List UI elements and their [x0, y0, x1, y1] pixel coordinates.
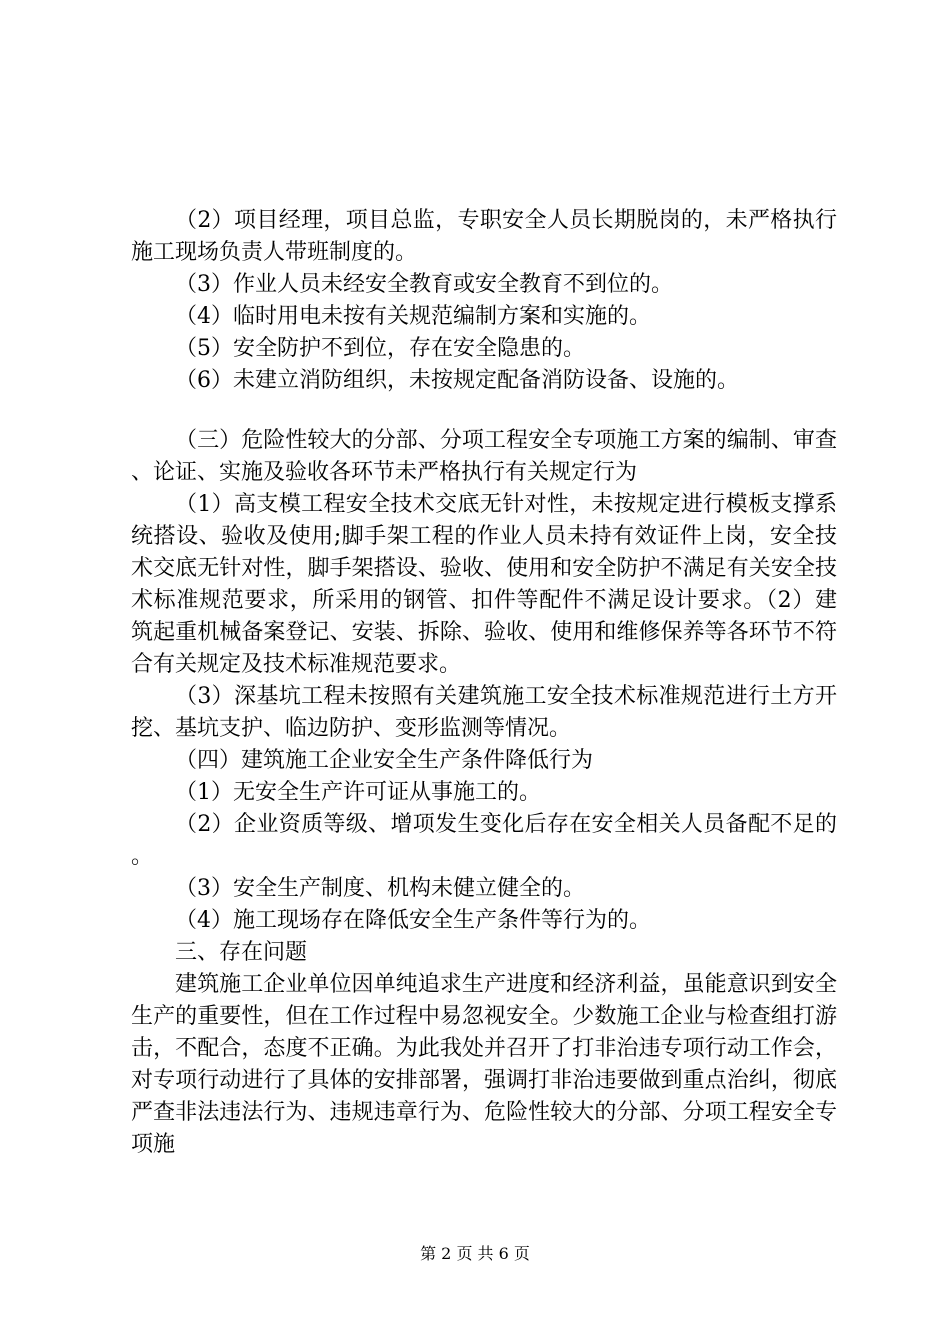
section-heading-3: （三）危险性较大的分部、分项工程安全专项施工方案的编制、审查、论证、实施及验收各环节未严格执行有关规定行为	[131, 428, 837, 485]
paragraph-item-2: （2）项目经理，项目总监，专职安全人员长期脱岗的，未严格执行施工现场负责人带班制度的。	[131, 208, 837, 265]
paragraph-problems-body: 建筑施工企业单位因单纯追求生产进度和经济利益，虽能意识到安全生产的重要性，但在工作过程中易忽视安全。少数施工企业与检查组打游击，不配合，态度不正确。为此我处并召开了打非治违专项行动工作会，对专项行动进行了具体的安排部署，强调打非治违要做到重点治纠，彻底严查非法违法行为、违规违章行为、危险性较大的分部、分项工程安全专项施	[131, 972, 837, 1157]
paragraph-section4-item-4: （4）施工现场存在降低安全生产条件等行为的。	[175, 908, 651, 933]
section-heading-problems: 三、存在问题	[175, 940, 308, 965]
paragraph-section4-item-3: （3）安全生产制度、机构未健立健全的。	[175, 876, 585, 901]
paragraph-section4-item-1: （1）无安全生产许可证从事施工的。	[175, 780, 541, 805]
paragraph-item-4: （4）临时用电未按有关规范编制方案和实施的。	[175, 304, 651, 329]
paragraph-section4-item-2: （2）企业资质等级、增项发生变化后存在安全相关人员备配不足的。	[131, 812, 837, 869]
section-heading-4: （四）建筑施工企业安全生产条件降低行为	[175, 748, 594, 773]
paragraph-section3-item-3: （3）深基坑工程未按照有关建筑施工安全技术标准规范进行土方开挖、基坑支护、临边防护、变形监测等情况。	[131, 684, 837, 741]
paragraph-section3-item-1-2: （1）高支模工程安全技术交底无针对性，未按规定进行模板支撑系统搭设、验收及使用;脚手架工程的作业人员未持有效证件上岗，安全技术交底无针对性，脚手架搭设、验收、使用和安全防护不满足有关安全技术标准规范要求，所采用的钢管、扣件等配件不满足设计要求。（2）建筑起重机械备案登记、安装、拆除、验收、使用和维修保养等各环节不符合有关规定及技术标准规范要求。	[131, 492, 837, 677]
paragraph-item-6: （6）未建立消防组织，未按规定配备消防设备、设施的。	[175, 368, 739, 393]
paragraph-item-3: （3）作业人员未经安全教育或安全教育不到位的。	[175, 272, 673, 297]
page-number-footer: 第 2 页 共 6 页	[420, 1244, 530, 1263]
document-body	[131, 205, 837, 1161]
paragraph-item-5: （5）安全防护不到位，存在安全隐患的。	[175, 336, 585, 361]
